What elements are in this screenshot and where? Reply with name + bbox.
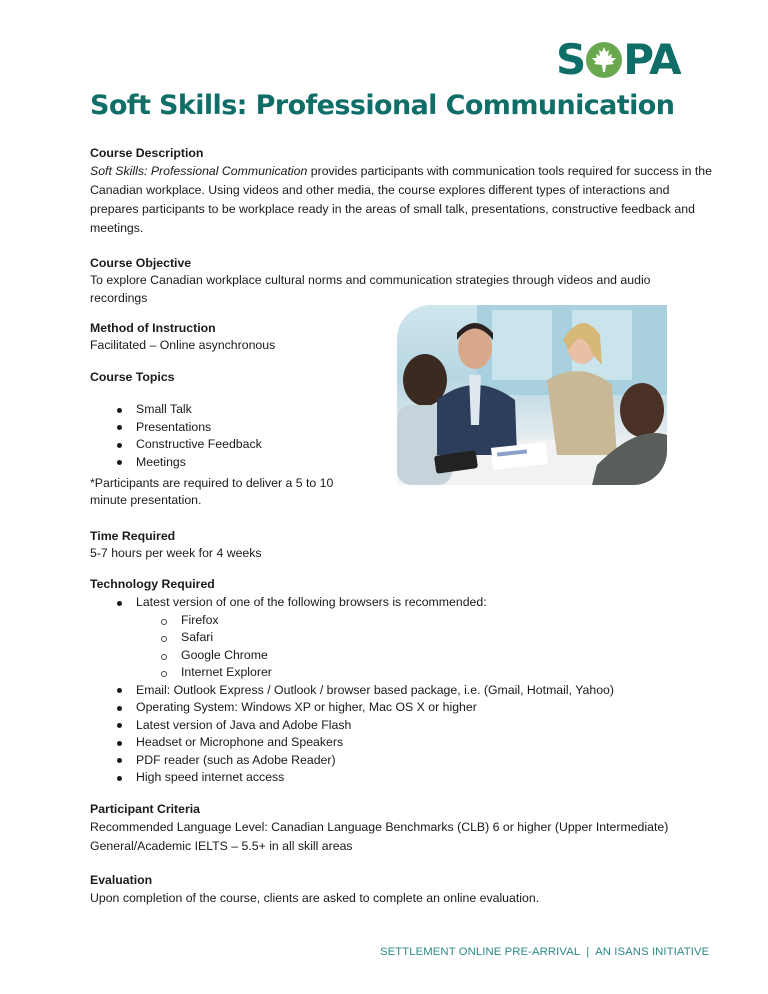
technology-heading: Technology Required (90, 577, 215, 591)
bullet-icon (117, 706, 122, 711)
bullet-icon (117, 688, 122, 693)
logo-text-pa: PA (623, 35, 681, 84)
time-required-body: 5-7 hours per week for 4 weeks (90, 546, 262, 560)
course-name-italic: Soft Skills: Professional Communication (90, 164, 308, 178)
list-item: Latest version of one of the following browsers is recommended: Firefox Safari Google Chrome Internet Explorer (90, 594, 730, 682)
list-item: Safari (136, 629, 730, 647)
course-objective-heading: Course Objective (90, 256, 192, 270)
evaluation-body: Upon completion of the course, clients are asked to complete an online evaluation. (90, 891, 540, 905)
logo-text-s: S (556, 35, 586, 84)
page-title: Soft Skills: Professional Communication (90, 90, 675, 121)
list-item: Small Talk (90, 401, 380, 419)
course-description-section (90, 145, 715, 238)
technology-required-section (90, 576, 730, 787)
bullet-icon (117, 723, 122, 728)
list-item: Meetings (90, 454, 380, 472)
course-description-body (90, 162, 715, 238)
circle-bullet-icon (161, 636, 167, 642)
time-required-section (90, 528, 390, 562)
list-item: Firefox (136, 612, 730, 630)
sopa-logo (556, 35, 681, 84)
bullet-icon (117, 758, 122, 763)
bullet-icon (117, 425, 122, 430)
bullet-icon (117, 601, 122, 606)
bullet-icon (117, 408, 122, 413)
time-required-heading: Time Required (90, 529, 176, 543)
method-of-instruction-section (90, 320, 390, 354)
circle-bullet-icon (161, 619, 167, 625)
list-item: PDF reader (such as Adobe Reader) (90, 752, 730, 770)
participant-criteria-line2: General/Academic IELTS – 5.5+ in all skill areas (90, 839, 353, 853)
list-item: High speed internet access (90, 769, 730, 787)
course-topics-heading: Course Topics (90, 370, 175, 384)
meeting-photo (397, 305, 667, 485)
evaluation-heading: Evaluation (90, 873, 153, 887)
bullet-icon (117, 741, 122, 746)
course-objective-body: To explore Canadian workplace cultural norms and communication strategies through videos and audio recordings (90, 273, 651, 305)
list-item: Google Chrome (136, 647, 730, 665)
participant-criteria-line1: Recommended Language Level: Canadian Language Benchmarks (CLB) 6 or higher (Upper Intermediate) (90, 820, 669, 834)
course-topics-list (90, 401, 380, 471)
list-item: Headset or Microphone and Speakers (90, 734, 730, 752)
technology-list (90, 594, 730, 787)
maple-leaf-icon (586, 42, 622, 78)
evaluation-section (90, 872, 730, 908)
list-item: Internet Explorer (136, 664, 730, 682)
bullet-icon (117, 460, 122, 465)
list-item: Constructive Feedback (90, 436, 380, 454)
circle-bullet-icon (161, 671, 167, 677)
bullet-icon (117, 776, 122, 781)
presentation-note: *Participants are required to deliver a 5 to 10 minute presentation. (90, 476, 334, 507)
course-description-heading: Course Description (90, 146, 204, 160)
browser-sublist (136, 612, 730, 682)
method-heading: Method of Instruction (90, 321, 216, 335)
list-item: Presentations (90, 419, 380, 437)
circle-bullet-icon (161, 654, 167, 660)
course-objective-section (90, 255, 710, 307)
list-item: Latest version of Java and Adobe Flash (90, 717, 730, 735)
footer-text: SETTLEMENT ONLINE PRE-ARRIVAL | AN ISANS INITIATIVE (380, 946, 710, 958)
list-item: Email: Outlook Express / Outlook / browser based package, i.e. (Gmail, Hotmail, Yahoo) (90, 682, 730, 700)
list-item: Operating System: Windows XP or higher, Mac OS X or higher (90, 699, 730, 717)
bullet-icon (117, 443, 122, 448)
participant-criteria-section (90, 801, 730, 856)
course-description-text: provides participants with communication tools required for success in the Canadian workplace. Using videos and other media, the course explores different types of interactions and prepares participants to be workplace ready in the areas of small talk, presentations, constructive feedback and meetings. (90, 164, 712, 235)
method-body: Facilitated – Online asynchronous (90, 338, 276, 352)
participant-criteria-heading: Participant Criteria (90, 802, 201, 816)
course-topics-section (90, 369, 380, 509)
